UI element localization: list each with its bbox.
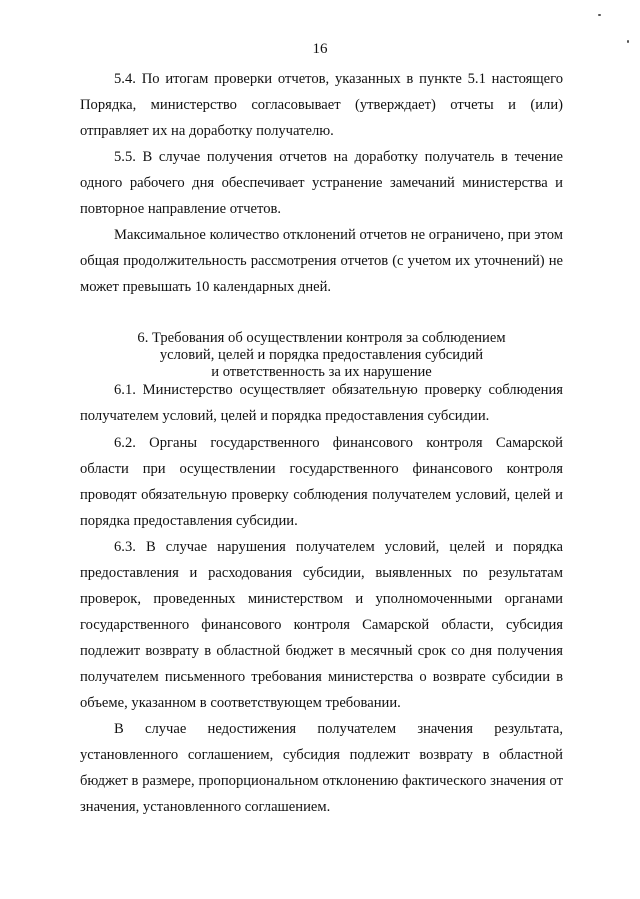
paragraph-5-4: 5.4. По итогам проверки отчетов, указанных в пункте 5.1 настоящего Порядка, министерство согласовывает (утверждает) отчеты и (или) отправляет их на доработку получателю. [80,71,563,139]
scan-speck [627,40,629,43]
paragraph-6-3-continued: В случае недостижения получателем значения результата, установленного соглашением, субсидия подлежит возврату в областной бюджет в размере, пропорциональном отклонению фактического значения от значения, установленного соглашением. [80,721,563,815]
paragraph-5-5-continued: Максимальное количество отклонений отчетов не ограничено, при этом общая продолжительность рассмотрения отчетов (с учетом их уточнений) не может превышать 10 календарных дней. [80,227,563,295]
page-number: 16 [312,41,328,57]
section-6-heading-line-1: 6. Требования об осуществлении контроля за соблюдением [137,330,506,346]
section-6-heading-line-2: условий, целей и порядка предоставления субсидий [159,347,484,363]
scan-speck [598,14,601,16]
paragraph-6-3: 6.3. В случае нарушения получателем условий, целей и порядка предоставления и расходования субсидии, выявленных по результатам проверок, проведенных министерством и уполномоченными органами государственного финансового контроля Самарской области, субсидия подлежит возврату в областной бюджет в месячный срок со дня получения получателем письменного требования министерства о возврате субсидии в объеме, указанном в соответствующем требовании. [80,539,563,711]
section-6-heading-line-3: и ответственность за их нарушение [211,364,432,380]
paragraph-6-2: 6.2. Органы государственного финансового контроля Самарской области при осуществлении государственного финансового контроля проводят обязательную проверку соблюдения получателем условий, целей и порядка предоставления субсидии. [80,435,563,529]
section-6-heading [80,330,563,381]
paragraph-5-5: 5.5. В случае получения отчетов на доработку получатель в течение одного рабочего дня обеспечивает устранение замечаний министерства и повторное направление отчетов. [80,149,563,217]
paragraph-6-1: 6.1. Министерство осуществляет обязательную проверку соблюдения получателем условий, целей и порядка предоставления субсидии. [80,382,563,424]
